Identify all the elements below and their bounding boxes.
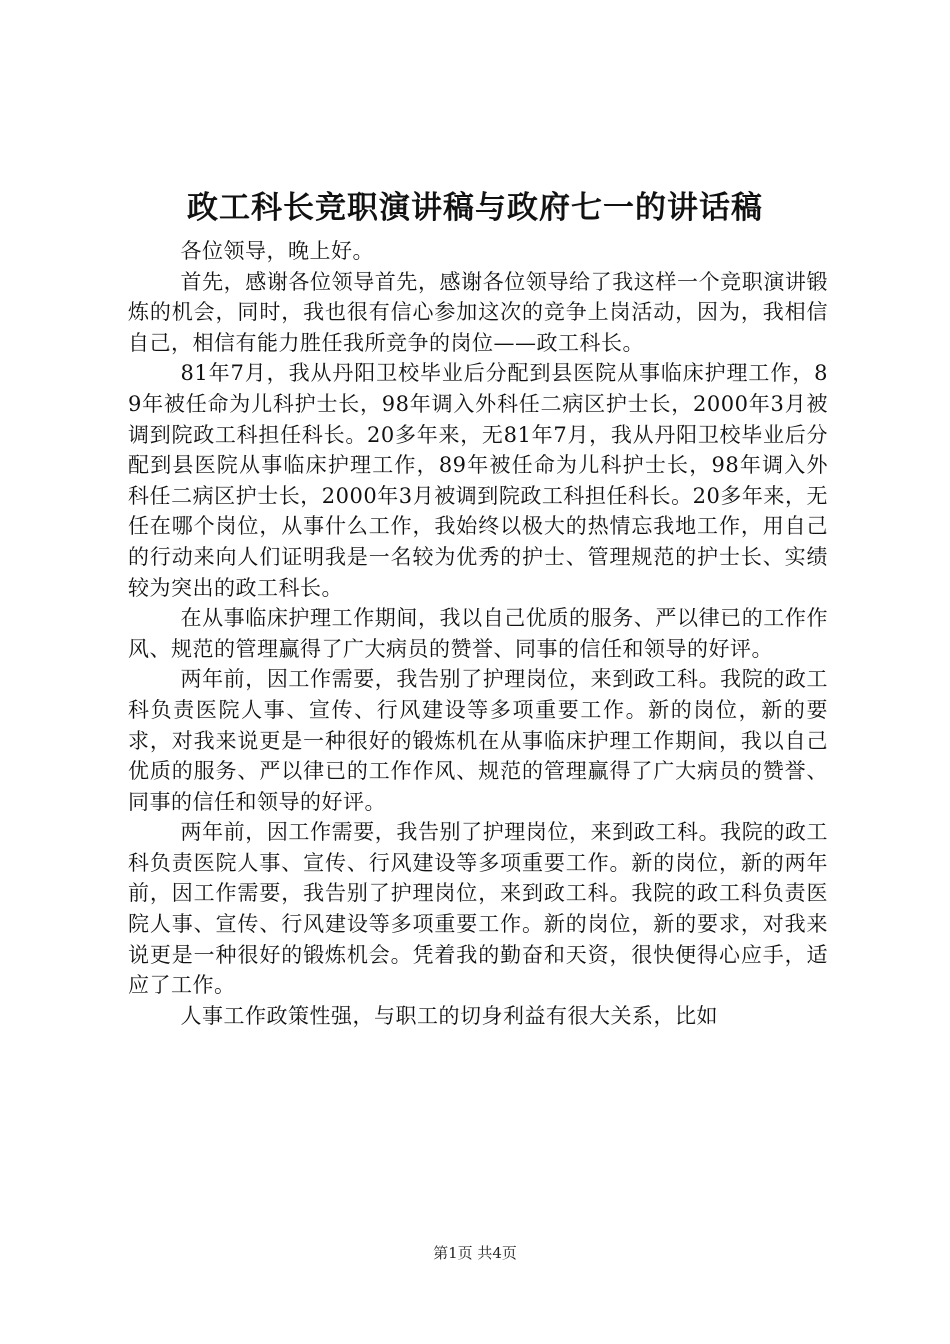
paragraph: 在从事临床护理工作期间，我以自己优质的服务、严以律已的工作作风、规范的管理赢得了广大病员的赞誉、同事的信任和领导的好评。 — [128, 606, 828, 661]
paragraph: 两年前，因工作需要，我告别了护理岗位，来到政工科。我院的政工科负责医院人事、宣传、行风建设等多项重要工作。新的岗位，新的要求，对我来说更是一种很好的锻炼机在从事临床护理工作期间，我以自己优质的服务、严以律已的工作作风、规范的管理赢得了广大病员的赞誉、同事的信任和领导的好评。 — [128, 667, 828, 814]
document-title: 政工科长竞职演讲稿与政府七一的讲话稿 — [187, 190, 763, 226]
paragraph: 首先，感谢各位领导首先，感谢各位领导给了我这样一个竞职演讲锻炼的机会，同时，我也很有信心参加这次的竞争上岗活动，因为，我相信自己，相信有能力胜任我所竞争的岗位——政工科长。 — [128, 269, 828, 355]
document-body — [128, 236, 828, 1031]
paragraph: 两年前，因工作需要，我告别了护理岗位，来到政工科。我院的政工科负责医院人事、宣传、行风建设等多项重要工作。新的岗位，新的两年前，因工作需要，我告别了护理岗位，来到政工科。我院的政工科负责医院人事、宣传、行风建设等多项重要工作。新的岗位，新的要求，对我来说更是一种很好的锻炼机会。凭着我的勤奋和天资，很快便得心应手，适应了工作。 — [128, 820, 828, 998]
page-number-footer: 第1页 共4页 — [433, 1244, 517, 1262]
paragraph: 各位领导，晚上好。 — [180, 239, 374, 263]
paragraph: 人事工作政策性强，与职工的切身利益有很大关系，比如 — [180, 1003, 718, 1028]
paragraph: 81年7月，我从丹阳卫校毕业后分配到县医院从事临床护理工作，89年被任命为儿科护士长，98年调入外科任二病区护士长，2000年3月被调到院政工科担任科长。20多年来，无81年7月，我从丹阳卫校毕业后分配到县医院从事临床护理工作，89年被任命为儿科护士长，98年调入外科任二病区护士长，2000年3月被调到院政工科担任科长。20多年来，无任在哪个岗位，从事什么工作，我始终以极大的热情忘我地工作，用自己的行动来向人们证明我是一名较为优秀的护士、管理规范的护士长、实绩较为突出的政工科长。 — [128, 361, 828, 600]
